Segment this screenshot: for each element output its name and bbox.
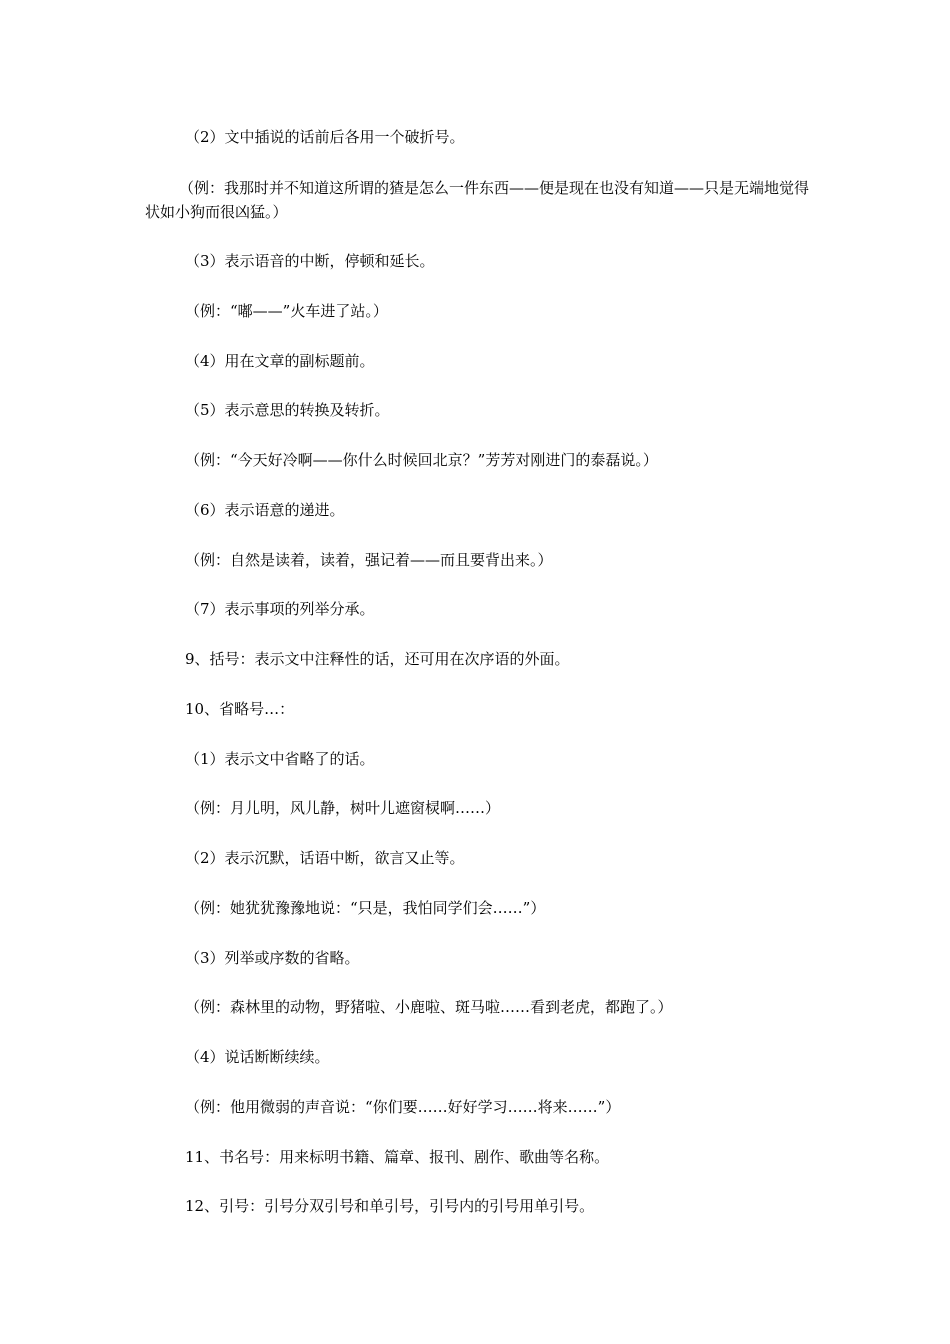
example-dash-6: （例：自然是读着，读着，强记着——而且要背出来。） (185, 551, 553, 569)
example-dash-2: （例：我那时并不知道这所谓的猹是怎么一件东西——便是现在也没有知道——只是无端地觉得状如小狗而很凶猛。） (145, 179, 810, 221)
paragraph-dash-5: （5）表示意思的转换及转折。 (185, 401, 390, 419)
paragraph-dash-7: （7）表示事项的列举分承。 (185, 600, 375, 618)
example-ellipsis-3: （例：森林里的动物，野猪啦、小鹿啦、斑马啦……看到老虎，都跑了。） (185, 998, 673, 1016)
paragraph-dash-6: （6）表示语意的递进。 (185, 501, 345, 519)
paragraph-dash-4: （4）用在文章的副标题前。 (185, 352, 375, 370)
paragraph-brackets: 9、括号：表示文中注释性的话，还可用在次序语的外面。 (185, 650, 570, 668)
paragraph-ellipsis-4: （4）说话断断续续。 (185, 1048, 330, 1066)
paragraph-ellipsis-2: （2）表示沉默，话语中断，欲言又止等。 (185, 849, 465, 867)
paragraph-quotation-marks: 12、引号：引号分双引号和单引号，引号内的引号用单引号。 (185, 1197, 595, 1215)
example-dash-5: （例：“今天好冷啊——你什么时候回北京？”芳芳对刚进门的泰磊说。） (185, 451, 658, 469)
paragraph-ellipsis-heading: 10、省略号…： (185, 700, 295, 718)
paragraph-dash-2: （2）文中插说的话前后各用一个破折号。 (185, 128, 465, 146)
example-ellipsis-2: （例：她犹犹豫豫地说：“只是，我怕同学们会……”） (185, 899, 546, 917)
paragraph-ellipsis-1: （1）表示文中省略了的话。 (185, 750, 375, 768)
example-ellipsis-1: （例：月儿明，风儿静，树叶儿遮窗棂啊……） (185, 799, 501, 817)
paragraph-dash-3: （3）表示语音的中断，停顿和延长。 (185, 252, 435, 270)
paragraph-ellipsis-3: （3）列举或序数的省略。 (185, 949, 360, 967)
paragraph-book-title-marks: 11、书名号：用来标明书籍、篇章、报刊、剧作、歌曲等名称。 (185, 1148, 610, 1166)
example-dash-3: （例：“嘟——”火车进了站。） (185, 302, 388, 320)
example-ellipsis-4: （例：他用微弱的声音说：“你们要……好好学习……将来……”） (185, 1098, 621, 1116)
